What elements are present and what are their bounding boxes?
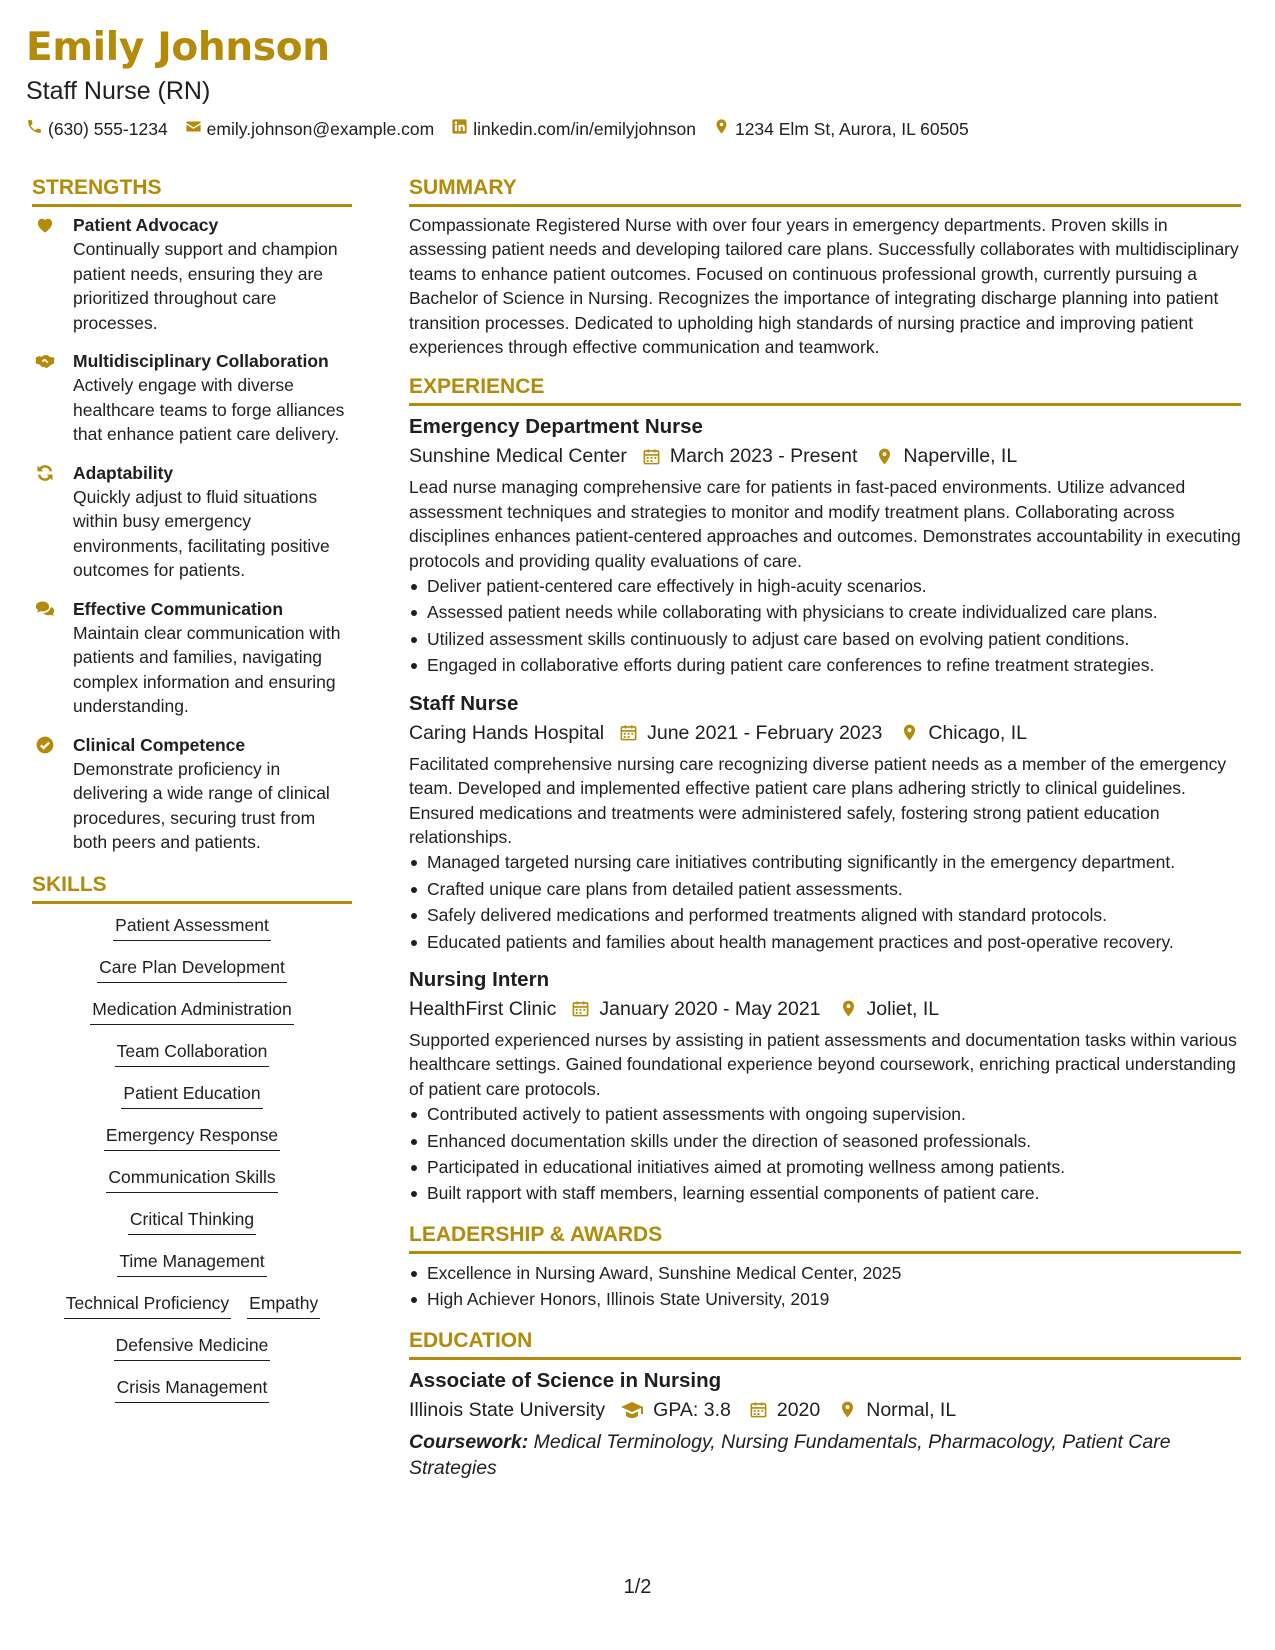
job-entry — [409, 412, 1241, 678]
job-dates — [642, 441, 858, 471]
job-location — [839, 994, 940, 1024]
coursework-label: Coursework: — [409, 1430, 529, 1453]
map-pin-icon — [900, 723, 919, 742]
job-title: Nursing Intern — [409, 967, 550, 991]
bullet-item: Managed targeted nursing care initiatives contributing significantly in the emergency department. — [409, 849, 1241, 875]
page-number: 1/2 — [623, 1576, 652, 1598]
skill-row — [89, 956, 295, 983]
job-bullets — [409, 849, 1241, 955]
calendar-icon — [619, 723, 638, 742]
skill-tag: Patient Education — [121, 1082, 262, 1109]
location-text: Normal, IL — [866, 1398, 957, 1421]
skill-tag: Communication Skills — [106, 1166, 277, 1193]
skill-tag: Critical Thinking — [128, 1208, 256, 1235]
job-description: Lead nurse managing comprehensive care for patients in fast-paced environments. Utilize advanced assessment techniques and strategies to monitor and modify treatment plans. Collaborating across disciplines enhances patient-centered approaches and outcomes. Demonstrates accountability in executing protocols and providing quality evaluations of care. — [409, 477, 1241, 571]
bullet-item: Educated patients and families about health management practices and post-operative recovery. — [409, 929, 1241, 955]
linkedin-link[interactable]: linkedin.com/in/emilyjohnson — [473, 119, 696, 139]
address-text: 1234 Elm St, Aurora, IL 60505 — [734, 119, 969, 139]
strength-item — [32, 349, 352, 447]
job-entry — [409, 965, 1241, 1207]
map-pin-icon — [875, 447, 894, 466]
candidate-title: Staff Nurse (RN) — [26, 77, 211, 105]
section-title-strengths: STRENGTHS — [32, 176, 162, 199]
skill-row — [106, 1334, 279, 1361]
section-title-experience: EXPERIENCE — [409, 375, 545, 399]
map-pin-icon — [839, 999, 858, 1018]
skill-tag: Empathy — [247, 1292, 320, 1319]
contact-address — [713, 117, 969, 141]
date-range: June 2021 - February 2023 — [647, 721, 883, 744]
date-range: January 2020 - May 2021 — [599, 997, 821, 1020]
strength-item — [32, 213, 352, 335]
job-title: Staff Nurse — [409, 691, 519, 715]
skill-tag: Technical Proficiency — [64, 1292, 231, 1319]
chat-bubbles-icon — [35, 599, 55, 619]
skill-row — [96, 1124, 288, 1151]
gpa-text: GPA: 3.8 — [653, 1398, 731, 1421]
strength-title: Clinical Competence — [73, 734, 246, 755]
skill-row — [113, 1082, 270, 1109]
strength-title: Adaptability — [73, 462, 174, 483]
strength-item — [32, 597, 352, 719]
strength-description: Quickly adjust to fluid situations within busy emergency environments, facilitating positive outcomes for patients. — [73, 486, 330, 580]
heart-icon — [35, 215, 55, 235]
section-divider — [409, 403, 1241, 406]
bullet-item: Crafted unique care plans from detailed patient assessments. — [409, 876, 1241, 902]
job-location — [875, 441, 1017, 471]
section-title-awards: LEADERSHIP & AWARDS — [409, 1222, 663, 1246]
bullet-item: Contributed actively to patient assessments with ongoing supervision. — [409, 1101, 1241, 1127]
company-name: Caring Hands Hospital — [409, 721, 605, 744]
job-title: Emergency Department Nurse — [409, 415, 703, 439]
skill-row — [107, 1376, 278, 1403]
skill-row — [82, 998, 301, 1025]
strength-description: Actively engage with diverse healthcare teams to forge alliances that enhance patient care delivery. — [73, 375, 345, 444]
awards-list — [409, 1260, 1241, 1313]
bullet-item: Deliver patient-centered care effectively in high-acuity scenarios. — [409, 573, 1241, 599]
bullet-item: Assessed patient needs while collaborating with physicians to create individualized care plans. — [409, 599, 1241, 625]
sync-icon — [35, 463, 55, 483]
skill-tag: Team Collaboration — [115, 1040, 270, 1067]
coursework — [409, 1429, 1241, 1481]
job-bullets — [409, 573, 1241, 679]
skill-tag: Care Plan Development — [97, 956, 287, 983]
company-name: Sunshine Medical Center — [409, 445, 627, 468]
calendar-icon — [642, 447, 661, 466]
candidate-name: Emily Johnson — [26, 25, 330, 70]
bullet-item: Utilized assessment skills continuously to adjust care based on evolving patient conditions. — [409, 626, 1241, 652]
job-meta — [409, 718, 1241, 748]
job-dates — [571, 994, 820, 1024]
coursework-list: Medical Terminology, Nursing Fundamentals, Pharmacology, Patient Care Strategies — [409, 1430, 1171, 1479]
skill-row — [98, 1166, 285, 1193]
job-description: Facilitated comprehensive nursing care recognizing diverse patient needs as a member of the emergency team. Developed and implemented effective patient care plans adhering strictly to clinical guidelines. Ensured medications and treatments were administered safely, fostering strong patient education relationships. — [409, 753, 1227, 847]
bullet-item: Engaged in collaborative efforts during patient care conferences to refine treatment strategies. — [409, 652, 1241, 678]
strength-description: Continually support and champion patient needs, ensuring they are prioritized throughout care processes. — [73, 239, 338, 333]
calendar-icon — [749, 1400, 768, 1419]
strength-description: Maintain clear communication with patients and families, navigating complex information and ensuring understanding. — [73, 622, 341, 716]
strength-description: Demonstrate proficiency in delivering a wide range of clinical procedures, securing trust from both peers and patients. — [73, 758, 330, 852]
skill-row — [109, 1250, 274, 1277]
education-location — [838, 1395, 956, 1425]
bullet-item: Safely delivered medications and performed treatments aligned with standard protocols. — [409, 902, 1241, 928]
job-bullets — [409, 1101, 1241, 1207]
location-text: Naperville, IL — [903, 445, 1018, 468]
phone-icon — [26, 117, 48, 141]
graduation-cap-icon — [620, 1398, 644, 1422]
skill-row — [120, 1208, 264, 1235]
summary-text: Compassionate Registered Nurse with over four years in emergency departments. Proven skills in assessing patient needs and developing tailored care plans. Successfully collaborates with multidisciplinary teams to enhance patient outcomes. Focused on continuous professional growth, currently pursuing a Bachelor of Science in Nursing. Recognizes the importance of integrating discharge planning into patient transition processes. Dedicated to upholding high standards of nursing practice and improving patient experiences through effective communication and teamwork. — [409, 215, 1239, 358]
job-location — [900, 718, 1027, 748]
phone-number: (630) 555-1234 — [48, 119, 168, 139]
section-divider — [409, 1251, 1241, 1254]
bullet-item: Participated in educational initiatives aimed at promoting wellness among patients. — [409, 1154, 1241, 1180]
skill-tag: Emergency Response — [104, 1124, 280, 1151]
education-year — [749, 1395, 820, 1425]
location-text: Chicago, IL — [928, 721, 1028, 744]
handshake-icon — [35, 351, 55, 371]
skill-tag: Defensive Medicine — [114, 1334, 271, 1361]
education-gpa — [620, 1395, 731, 1425]
year-text: 2020 — [776, 1398, 821, 1421]
section-divider — [32, 204, 352, 207]
resume-header — [26, 22, 1246, 141]
check-circle-icon — [35, 735, 55, 755]
school-name: Illinois State University — [409, 1398, 606, 1421]
company-name: HealthFirst Clinic — [409, 997, 557, 1020]
job-entry — [409, 689, 1241, 955]
section-divider — [409, 204, 1241, 207]
strength-item — [32, 461, 352, 583]
job-description: Supported experienced nurses by assisting in patient assessments and documentation tasks within various healthcare settings. Gained foundational experience beyond coursework, enriching practical understanding of patient care protocols. — [409, 1029, 1237, 1099]
email-link[interactable]: emily.johnson@example.com — [206, 119, 435, 139]
left-column — [32, 172, 352, 1418]
section-divider — [32, 901, 352, 904]
strength-title: Effective Communication — [73, 598, 284, 619]
skill-row — [105, 914, 279, 941]
skill-tag: Patient Assessment — [113, 914, 271, 941]
skill-row — [56, 1292, 328, 1319]
contact-linkedin[interactable] — [451, 117, 696, 141]
award-item: High Achiever Honors, Illinois State University, 2019 — [409, 1286, 1241, 1312]
job-dates — [619, 718, 882, 748]
map-pin-icon — [713, 117, 735, 141]
location-text: Joliet, IL — [866, 997, 940, 1020]
contact-bar — [26, 117, 1246, 141]
skills-list — [32, 914, 352, 1418]
contact-email[interactable] — [185, 117, 435, 141]
education-meta — [409, 1395, 1241, 1425]
date-range: March 2023 - Present — [669, 445, 858, 468]
envelope-icon — [185, 117, 207, 141]
calendar-icon — [571, 999, 590, 1018]
skill-row — [107, 1040, 278, 1067]
skill-tag: Crisis Management — [115, 1376, 270, 1403]
strength-item — [32, 733, 352, 855]
job-meta — [409, 441, 1241, 471]
skill-tag: Time Management — [117, 1250, 266, 1277]
skill-tag: Medication Administration — [90, 998, 293, 1025]
section-title-summary: SUMMARY — [409, 176, 517, 199]
right-column — [409, 172, 1241, 1481]
degree-name: Associate of Science in Nursing — [409, 1368, 722, 1392]
section-title-education: EDUCATION — [409, 1328, 533, 1352]
linkedin-icon — [451, 117, 473, 141]
map-pin-icon — [838, 1400, 857, 1419]
bullet-item: Built rapport with staff members, learning essential components of patient care. — [409, 1180, 1241, 1206]
contact-phone — [26, 117, 168, 141]
section-title-skills: SKILLS — [32, 872, 107, 896]
bullet-item: Enhanced documentation skills under the direction of seasoned professionals. — [409, 1128, 1241, 1154]
strength-title: Patient Advocacy — [73, 215, 219, 235]
strength-title: Multidisciplinary Collaboration — [73, 351, 329, 371]
section-divider — [409, 1357, 1241, 1360]
job-meta — [409, 994, 1241, 1024]
award-item: Excellence in Nursing Award, Sunshine Medical Center, 2025 — [409, 1260, 1241, 1286]
